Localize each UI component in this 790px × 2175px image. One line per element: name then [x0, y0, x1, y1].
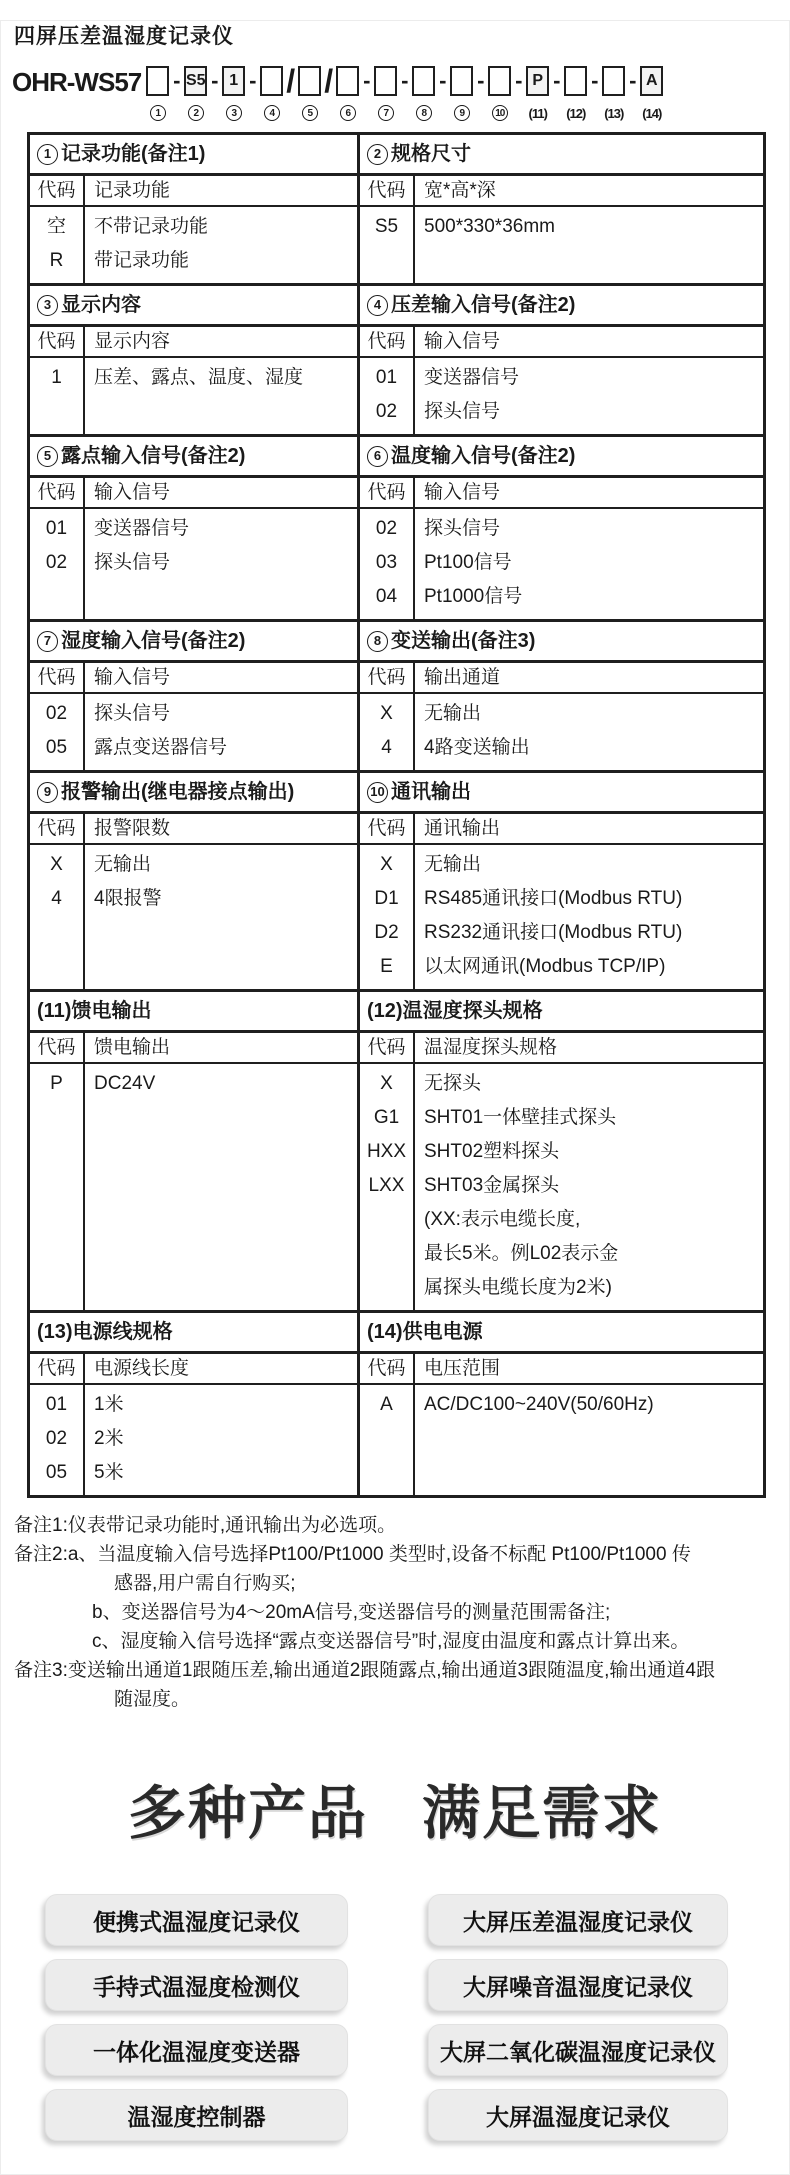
spec-section-1: [30, 135, 360, 283]
model-position-label-7: 7: [378, 104, 394, 122]
col-header-value: 显示内容: [94, 331, 171, 352]
footer-headline: [0, 1766, 790, 1850]
section-body: [360, 845, 763, 989]
model-box-10: [488, 66, 511, 96]
section-header-row: [30, 327, 357, 358]
model-separator: -: [173, 68, 181, 93]
value-cell-value: 无探头: [424, 1073, 482, 1094]
code-cell-value: X: [380, 854, 393, 875]
code-cell-value: D1: [374, 888, 399, 909]
model-segment-13: [602, 66, 625, 122]
code-cell-value: S5: [374, 216, 399, 237]
code-column: [360, 694, 415, 770]
value-column: [415, 694, 763, 770]
spec-section-7: [30, 622, 360, 770]
value-cell-value: 变送器信号: [94, 518, 190, 539]
code-cell-value: 1: [51, 367, 62, 388]
model-code-diagram: [12, 62, 790, 122]
spec-section-8: [360, 622, 763, 770]
model-position-label-8: 8: [416, 104, 432, 122]
product-button-right[interactable]: 大屏噪音温湿度记录仪: [428, 1959, 728, 2011]
section-header-row: [30, 1354, 357, 1385]
col-header-code: 代码: [360, 663, 415, 692]
spec-band: [30, 434, 763, 619]
model-separator: -: [211, 68, 219, 93]
section-title: 1 记录功能(备注1): [30, 135, 357, 176]
section-title: 5 露点输入信号(备注2): [30, 437, 357, 478]
model-box-13: [602, 66, 625, 96]
value-cell-value: 4限报警: [94, 888, 162, 909]
model-separator: /: [324, 62, 334, 99]
code-column: [360, 358, 415, 434]
code-cell-value: 4: [51, 888, 62, 909]
spec-section-10: [360, 773, 763, 989]
col-header-value: 输入信号: [94, 482, 171, 503]
code-cell-value: E: [380, 956, 393, 977]
code-cell-value: HXX: [366, 1141, 407, 1162]
spec-section-14: [360, 1313, 763, 1495]
value-cell-value: 探头信号: [94, 552, 171, 573]
section-title: (11) 馈电输出: [30, 992, 357, 1033]
spec-section-2: [360, 135, 763, 283]
value-cell-value: 探头信号: [424, 518, 501, 539]
code-column: [30, 509, 85, 619]
model-position-label-2: 2: [188, 104, 204, 122]
code-cell-value: 02: [45, 552, 68, 573]
code-cell-value: 05: [45, 1462, 68, 1483]
section-title: 9 报警输出(继电器接点输出): [30, 773, 357, 814]
model-box-8: [412, 66, 435, 96]
notes: [14, 1511, 790, 1714]
model-position-label-14: (14): [642, 105, 662, 121]
model-segment-8: [412, 66, 435, 122]
value-column: [415, 207, 763, 283]
note-line: 随湿度。: [114, 1689, 191, 1710]
page-title: 四屏压差温湿度记录仪: [14, 25, 234, 48]
model-separator: -: [629, 68, 637, 93]
model-segment-5: [298, 66, 321, 122]
col-header-value: 报警限数: [94, 818, 171, 839]
section-header-row: [30, 1033, 357, 1064]
col-header-code: 代码: [30, 814, 85, 843]
section-title: (12) 温湿度探头规格: [360, 992, 763, 1033]
value-cell-value: 不带记录功能: [94, 216, 209, 237]
col-header-value: 宽*高*深: [424, 180, 496, 201]
col-header-value: 电源线长度: [94, 1358, 190, 1379]
value-column: [415, 845, 763, 989]
col-header-code: 代码: [360, 176, 415, 205]
product-button-right[interactable]: 大屏二氧化碳温湿度记录仪: [428, 2024, 728, 2076]
model-segment-14: [640, 66, 663, 122]
product-button-left[interactable]: 手持式温湿度检测仪: [45, 1959, 348, 2011]
value-cell-value: DC24V: [94, 1073, 156, 1094]
value-column: [415, 1385, 763, 1495]
model-separator: -: [363, 68, 371, 93]
spec-band: [30, 989, 763, 1310]
model-box-11: P: [526, 66, 549, 96]
model-segment-1: [146, 66, 169, 122]
code-column: [30, 358, 85, 434]
spec-section-6: [360, 437, 763, 619]
col-header-value: 电压范围: [424, 1358, 501, 1379]
note-line: 备注1:仪表带记录功能时,通讯输出为必选项。: [14, 1515, 397, 1536]
code-cell-value: 01: [45, 518, 68, 539]
model-segment-2: [184, 66, 207, 122]
section-header-row: [360, 663, 763, 694]
model-prefix: OHR-WS57: [12, 67, 142, 97]
col-header-code: 代码: [360, 1354, 415, 1383]
code-cell-value: 01: [375, 367, 398, 388]
section-title: 6 温度输入信号(备注2): [360, 437, 763, 478]
value-column: [85, 694, 357, 770]
product-button-left[interactable]: 便携式温湿度记录仪: [45, 1894, 348, 1946]
section-header-row: [360, 1354, 763, 1385]
col-header-value: 输出通道: [424, 667, 501, 688]
section-body: [30, 1064, 357, 1310]
value-cell-value: RS232通讯接口(Modbus RTU): [424, 922, 683, 943]
value-cell-value: RS485通讯接口(Modbus RTU): [424, 888, 683, 909]
code-cell-value: 02: [375, 518, 398, 539]
model-position-label-5: 5: [302, 104, 318, 122]
model-segment-12: [564, 66, 587, 122]
product-button-left[interactable]: 温湿度控制器: [45, 2089, 348, 2141]
value-cell-value: 露点变送器信号: [94, 737, 228, 758]
model-box-1: [146, 66, 169, 96]
value-cell-value: 500*330*36mm: [424, 216, 555, 237]
model-box-3: 1: [222, 66, 245, 96]
section-header-row: [30, 176, 357, 207]
code-cell-value: [360, 1237, 413, 1271]
section-header-row: [360, 176, 763, 207]
note-line: 备注3:变送输出通道1跟随压差,输出通道2跟随露点,输出通道3跟随温度,输出通道4跟: [14, 1660, 715, 1681]
headline-right: 满足需求: [422, 1781, 663, 1846]
value-cell-value: 带记录功能: [94, 250, 190, 271]
col-header-code: 代码: [30, 1033, 85, 1062]
spec-table: [27, 132, 766, 1498]
col-header-value: 馈电输出: [94, 1037, 171, 1058]
model-segment-7: [374, 66, 397, 122]
note-line: c、湿度输入信号选择“露点变送器信号”时,湿度由温度和露点计算出来。: [92, 1631, 690, 1652]
spec-section-3: [30, 286, 360, 434]
model-box-12: [564, 66, 587, 96]
section-header-row: [360, 478, 763, 509]
col-header-value: 记录功能: [94, 180, 171, 201]
value-cell-value: 以太网通讯(Modbus TCP/IP): [424, 956, 666, 977]
section-header-row: [30, 814, 357, 845]
product-button-right[interactable]: 大屏温湿度记录仪: [428, 2089, 728, 2141]
code-cell-value: R: [49, 250, 64, 271]
code-cell-value: 02: [45, 1428, 68, 1449]
note-line: b、变送器信号为4～20mA信号,变送器信号的测量范围需备注;: [92, 1602, 611, 1623]
model-segment-9: [450, 66, 473, 122]
section-body: [30, 207, 357, 283]
product-grid: [45, 1894, 790, 2141]
section-body: [30, 509, 357, 619]
code-cell-value: A: [380, 1394, 393, 1415]
col-header-code: 代码: [360, 327, 415, 356]
value-column: [415, 509, 763, 619]
spec-band: [30, 1310, 763, 1495]
col-header-value: 通讯输出: [424, 818, 501, 839]
section-header-row: [360, 1033, 763, 1064]
section-body: [30, 694, 357, 770]
model-position-label-6: 6: [340, 104, 356, 122]
model-segment-3: [222, 66, 245, 122]
model-separator: -: [591, 68, 599, 93]
model-box-5: [298, 66, 321, 96]
model-separator: -: [439, 68, 447, 93]
value-column: [85, 1385, 357, 1495]
spec-section-12: [360, 992, 763, 1310]
product-button-left[interactable]: 一体化温湿度变送器: [45, 2024, 348, 2076]
model-code: [146, 62, 663, 122]
model-segment-10: [488, 66, 511, 122]
value-cell-value: 变送器信号: [424, 367, 520, 388]
value-column: [85, 509, 357, 619]
model-separator: -: [553, 68, 561, 93]
code-cell-value: 03: [375, 552, 398, 573]
code-cell-value: P: [50, 1073, 63, 1094]
code-cell-value: 空: [46, 216, 66, 237]
section-header-row: [360, 814, 763, 845]
section-title: (13) 电源线规格: [30, 1313, 357, 1354]
section-title: 10 通讯输出: [360, 773, 763, 814]
model-separator: -: [401, 68, 409, 93]
model-position-label-3: 3: [226, 104, 242, 122]
code-cell-value: 01: [45, 1394, 68, 1415]
code-column: [30, 207, 85, 283]
code-column: [30, 694, 85, 770]
model-separator: -: [477, 68, 485, 93]
col-header-value: 输入信号: [424, 331, 501, 352]
model-separator: -: [515, 68, 523, 93]
value-cell-value: 最长5米。例L02表示金: [424, 1243, 619, 1264]
model-position-label-9: 9: [454, 104, 470, 122]
spec-section-9: [30, 773, 360, 989]
col-header-code: 代码: [30, 176, 85, 205]
code-cell-value: D2: [374, 922, 399, 943]
section-title: 7 湿度输入信号(备注2): [30, 622, 357, 663]
value-cell-value: 1米: [94, 1394, 124, 1415]
spec-section-13: [30, 1313, 360, 1495]
col-header-code: 代码: [360, 478, 415, 507]
value-cell-value: 探头信号: [424, 401, 501, 422]
value-column: [85, 358, 357, 434]
code-cell-value: 04: [375, 586, 398, 607]
value-cell-value: SHT02塑料探头: [424, 1141, 560, 1162]
model-box-2: S5: [184, 66, 207, 96]
value-cell-value: Pt100信号: [424, 552, 512, 573]
product-button-right[interactable]: 大屏压差温湿度记录仪: [428, 1894, 728, 1946]
code-cell-value: 02: [375, 401, 398, 422]
section-body: [360, 1064, 763, 1310]
value-cell-value: Pt1000信号: [424, 586, 523, 607]
code-cell-value: 4: [381, 737, 392, 758]
value-column: [415, 1064, 763, 1310]
section-header-row: [30, 663, 357, 694]
model-segment-6: [336, 66, 359, 122]
value-cell-value: 无输出: [424, 703, 482, 724]
value-column: [85, 1064, 357, 1310]
model-segment-4: [260, 66, 283, 122]
col-header-code: 代码: [360, 814, 415, 843]
model-separator: /: [286, 62, 296, 99]
model-position-label-10: 10: [492, 104, 508, 122]
col-header-code: 代码: [360, 1033, 415, 1062]
spec-section-11: [30, 992, 360, 1310]
section-body: [360, 509, 763, 619]
code-cell-value: [360, 1271, 413, 1305]
note-line: 备注2:a、当温度输入信号选择Pt100/Pt1000 类型时,设备不标配 Pt100/Pt1000 传: [14, 1544, 691, 1565]
section-header-row: [360, 327, 763, 358]
model-position-label-11: (11): [528, 105, 547, 121]
value-cell-value: 4路变送输出: [424, 737, 530, 758]
model-position-label-12: (12): [566, 105, 586, 121]
section-body: [30, 1385, 357, 1495]
spec-band: [30, 619, 763, 770]
value-cell-value: 无输出: [94, 854, 152, 875]
spec-band: [30, 135, 763, 283]
section-header-row: [30, 478, 357, 509]
section-body: [360, 358, 763, 434]
col-header-code: 代码: [30, 327, 85, 356]
col-header-value: 温湿度探头规格: [424, 1037, 558, 1058]
section-title: (14) 供电电源: [360, 1313, 763, 1354]
code-column: [360, 1385, 415, 1495]
value-cell-value: 压差、露点、温度、湿度: [94, 367, 304, 388]
code-column: [360, 845, 415, 989]
code-column: [360, 509, 415, 619]
spec-band: [30, 770, 763, 989]
section-body: [30, 358, 357, 434]
model-position-label-1: 1: [150, 104, 166, 122]
code-cell-value: 05: [45, 737, 68, 758]
model-segment-11: [526, 66, 549, 122]
col-header-code: 代码: [30, 1354, 85, 1383]
code-column: [360, 207, 415, 283]
section-title: 3 显示内容: [30, 286, 357, 327]
note-line: 感器,用户需自行购买;: [114, 1573, 296, 1594]
value-cell-value: (XX:表示电缆长度,: [424, 1209, 581, 1230]
code-column: [360, 1064, 415, 1310]
value-cell-value: 2米: [94, 1428, 124, 1449]
value-column: [415, 358, 763, 434]
value-cell-value: 无输出: [424, 854, 482, 875]
spec-band: [30, 283, 763, 434]
code-cell-value: [360, 1203, 413, 1237]
code-column: [30, 845, 85, 989]
section-title: 4 压差输入信号(备注2): [360, 286, 763, 327]
code-cell-value: G1: [373, 1107, 400, 1128]
headline-left: 多种产品: [127, 1781, 368, 1846]
value-cell-value: AC/DC100~240V(50/60Hz): [424, 1394, 654, 1415]
model-box-7: [374, 66, 397, 96]
code-cell-value: X: [380, 1073, 393, 1094]
col-header-value: 输入信号: [424, 482, 501, 503]
spec-section-4: [360, 286, 763, 434]
spec-section-5: [30, 437, 360, 619]
code-cell-value: X: [380, 703, 393, 724]
code-column: [30, 1385, 85, 1495]
section-body: [360, 694, 763, 770]
section-body: [30, 845, 357, 989]
code-column: [30, 1064, 85, 1310]
model-box-6: [336, 66, 359, 96]
model-box-14: A: [640, 66, 663, 96]
col-header-value: 输入信号: [94, 667, 171, 688]
value-column: [85, 845, 357, 989]
value-cell-value: 5米: [94, 1462, 124, 1483]
section-title: 2 规格尺寸: [360, 135, 763, 176]
model-box-4: [260, 66, 283, 96]
col-header-code: 代码: [30, 663, 85, 692]
section-body: [360, 207, 763, 283]
code-cell-value: X: [50, 854, 63, 875]
section-body: [360, 1385, 763, 1495]
value-cell-value: 探头信号: [94, 703, 171, 724]
model-position-label-13: (13): [604, 105, 624, 121]
code-cell-value: 02: [45, 703, 68, 724]
value-cell-value: SHT03金属探头: [424, 1175, 560, 1196]
model-position-label-4: 4: [264, 104, 280, 122]
value-cell-value: 属探头电缆长度为2米): [424, 1277, 612, 1298]
model-box-9: [450, 66, 473, 96]
model-separator: -: [249, 68, 257, 93]
code-cell-value: LXX: [368, 1175, 405, 1196]
value-column: [85, 207, 357, 283]
value-cell-value: SHT01一体壁挂式探头: [424, 1107, 617, 1128]
col-header-code: 代码: [30, 478, 85, 507]
section-title: 8 变送输出(备注3): [360, 622, 763, 663]
